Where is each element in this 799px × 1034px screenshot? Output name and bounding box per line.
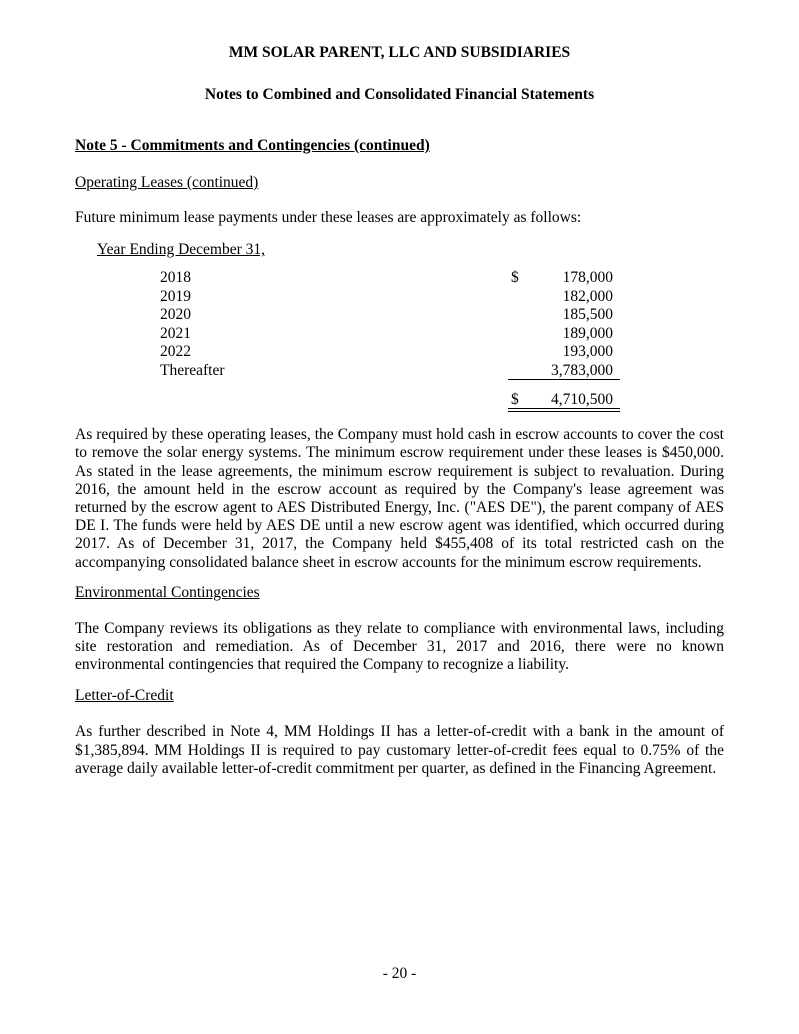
row-year-label: 2019 [160,287,191,305]
total-amount-value: 4,710,500 [551,391,613,409]
row-amount-value: 185,500 [562,306,613,324]
escrow-paragraph: As required by these operating leases, the Company must hold cash in escrow accounts to cover the cost to remove the solar energy systems. The minimum escrow requirement under these leases is $450,000. As stated in the lease agreements, the minimum escrow requirement is subject to revaluation. During 2016, the amount held in the escrow account as required by the Company's lease agreement was returned by the escrow agent to AES Distributed Energy, Inc. ("AES DE"), the parent company of AES DE I. The funds were held by AES DE until a new escrow agent was identified, which occurred during 2017. As of December 31, 2017, the Company held $455,408 of its total restricted cash on the accompanying consolidated balance sheet in escrow accounts for the minimum escrow requirements. [75,426,724,571]
lease-table-caption: Year Ending December 31, [97,241,266,259]
total-amount-cell [508,391,620,412]
operating-leases-heading: Operating Leases (continued) [75,174,259,191]
page-number: - 20 - [382,965,417,982]
table-row-2018 [75,269,724,288]
row-amount-cell [508,288,620,307]
row-amount-value: 189,000 [562,324,613,342]
row-year-label: Thereafter [160,361,225,379]
row-amount-value: 178,000 [562,269,613,287]
environmental-paragraph: The Company reviews its obligations as they relate to compliance with environmental laws, including site restoration and remediation. As of December 31, 2017 and 2016, there were no known environmental contingencies that required the Company to recognize a liability. [75,619,724,674]
row-year-label: 2018 [160,269,191,287]
note-heading: Note 5 - Commitments and Contingencies (continued) [75,137,430,154]
row-amount-cell [508,362,620,381]
row-year-label: 2022 [160,343,191,361]
row-amount-value: 3,783,000 [551,361,613,379]
row-amount-cell [508,306,620,325]
row-year-label: 2021 [160,324,191,342]
environmental-heading: Environmental Contingencies [75,583,260,601]
table-row-2022 [75,343,724,362]
lease-intro-paragraph: Future minimum lease payments under these leases are approximately as follows: [75,209,582,226]
row-amount-value: 182,000 [562,287,613,305]
row-amount-cell [508,343,620,362]
lease-payments-table [75,269,724,412]
row-amount-value: 193,000 [562,343,613,361]
row-year-label: 2020 [160,306,191,324]
table-row-2021 [75,325,724,344]
document-title: MM SOLAR PARENT, LLC AND SUBSIDIARIES [228,44,571,61]
table-row-2019 [75,288,724,307]
currency-symbol: $ [511,269,519,287]
row-amount-cell [508,325,620,344]
row-amount-cell [508,269,620,288]
table-row-total [75,391,724,412]
document-subtitle: Notes to Combined and Consolidated Financial Statements [204,86,595,103]
table-row-2020 [75,306,724,325]
currency-symbol: $ [511,391,519,409]
table-row-thereafter [75,362,724,381]
letter-of-credit-paragraph: As further described in Note 4, MM Holdings II has a letter-of-credit with a bank in the amount of $1,385,894. MM Holdings II is required to pay customary letter-of-credit fees equal to 0.75% of the average daily available letter-of-credit commitment per quarter, as defined in the Financing Agreement. [75,723,724,777]
letter-of-credit-heading: Letter-of-Credit [75,687,174,705]
